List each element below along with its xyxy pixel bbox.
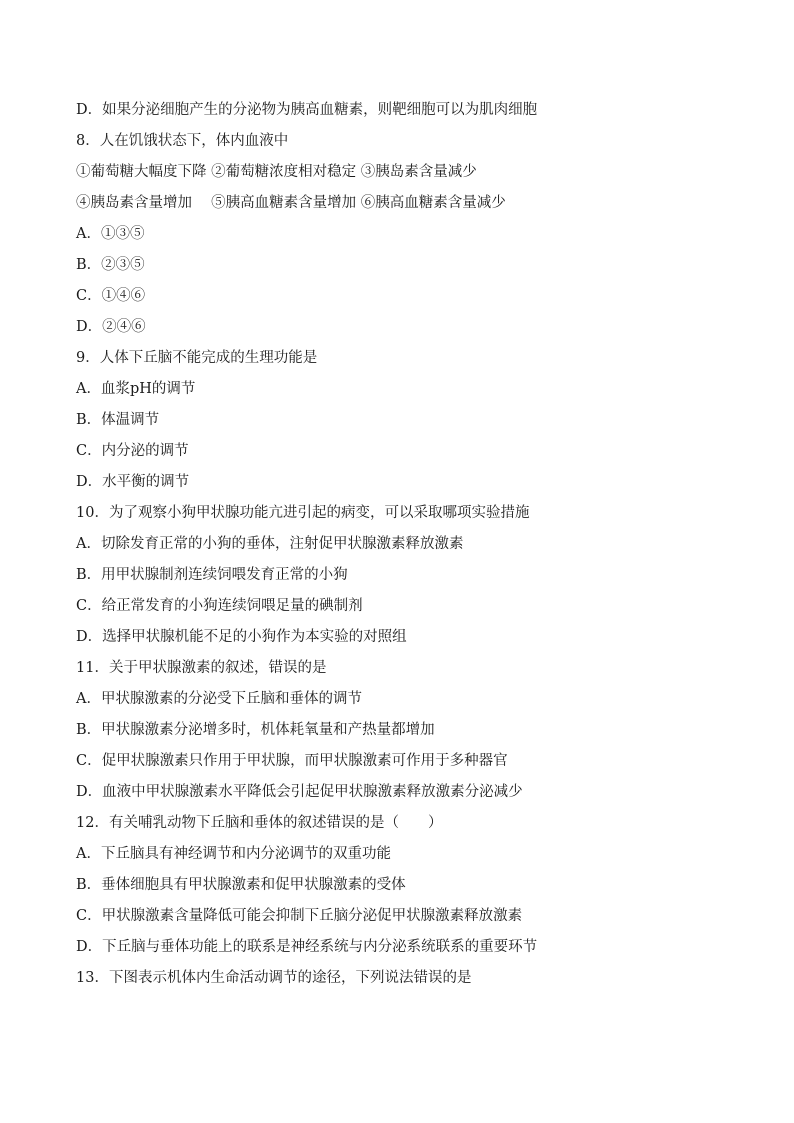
option-c-q8: C．①④⑥ (76, 288, 146, 304)
option-d-q12: D．下丘脑与垂体功能上的联系是神经系统与内分泌系统联系的重要环节 (76, 939, 538, 955)
option-c-q10: C．给正常发育的小狗连续饲喂足量的碘制剂 (76, 598, 363, 614)
question-9-stem: 9．人体下丘脑不能完成的生理功能是 (76, 350, 318, 366)
option-b-q10: B．用甲状腺制剂连续饲喂发育正常的小狗 (76, 567, 348, 583)
question-8-statements-row-2: ④胰岛素含量增加 ⑤胰高血糖素含量增加 ⑥胰高血糖素含量减少 (76, 195, 506, 211)
option-c-q12: C．甲状腺激素含量降低可能会抑制下丘脑分泌促甲状腺激素释放激素 (76, 908, 523, 924)
option-b-q8: B．②③⑤ (76, 257, 145, 273)
option-d-q9: D．水平衡的调节 (76, 474, 190, 490)
option-c-q11: C．促甲状腺激素只作用于甲状腺，而甲状腺激素可作用于多种器官 (76, 753, 508, 769)
option-a-q8: A．①③⑤ (76, 226, 145, 242)
question-11-stem: 11．关于甲状腺激素的叙述，错误的是 (76, 660, 327, 676)
option-d-q11: D．血液中甲状腺激素水平降低会引起促甲状腺激素释放激素分泌减少 (76, 784, 523, 800)
question-12-stem: 12．有关哺乳动物下丘脑和垂体的叙述错误的是（ ） (76, 815, 443, 831)
option-c-q9: C．内分泌的调节 (76, 443, 189, 459)
option-a-q12: A．下丘脑具有神经调节和内分泌调节的双重功能 (76, 846, 391, 862)
question-10-stem: 10．为了观察小狗甲状腺功能亢进引起的病变，可以采取哪项实验措施 (76, 505, 530, 521)
question-8-statements-row-1: ①葡萄糖大幅度下降 ②葡萄糖浓度相对稳定 ③胰岛素含量减少 (76, 164, 477, 180)
option-d-q7: D．如果分泌细胞产生的分泌物为胰高血糖素，则靶细胞可以为肌肉细胞 (76, 102, 538, 118)
option-b-q9: B．体温调节 (76, 412, 160, 428)
question-13-stem: 13．下图表示机体内生命活动调节的途径，下列说法错误的是 (76, 970, 472, 986)
option-d-q8: D．②④⑥ (76, 319, 146, 335)
question-8-stem: 8．人在饥饿状态下，体内血液中 (76, 133, 289, 149)
option-a-q11: A．甲状腺激素的分泌受下丘脑和垂体的调节 (76, 691, 362, 707)
document-body (76, 98, 726, 997)
option-d-q10: D．选择甲状腺机能不足的小狗作为本实验的对照组 (76, 629, 407, 645)
option-a-q10: A．切除发育正常的小狗的垂体，注射促甲状腺激素释放激素 (76, 536, 464, 552)
option-b-q12: B．垂体细胞具有甲状腺激素和促甲状腺激素的受体 (76, 877, 406, 893)
option-b-q11: B．甲状腺激素分泌增多时，机体耗氧量和产热量都增加 (76, 722, 435, 738)
option-a-q9: A．血浆pH的调节 (76, 381, 196, 397)
